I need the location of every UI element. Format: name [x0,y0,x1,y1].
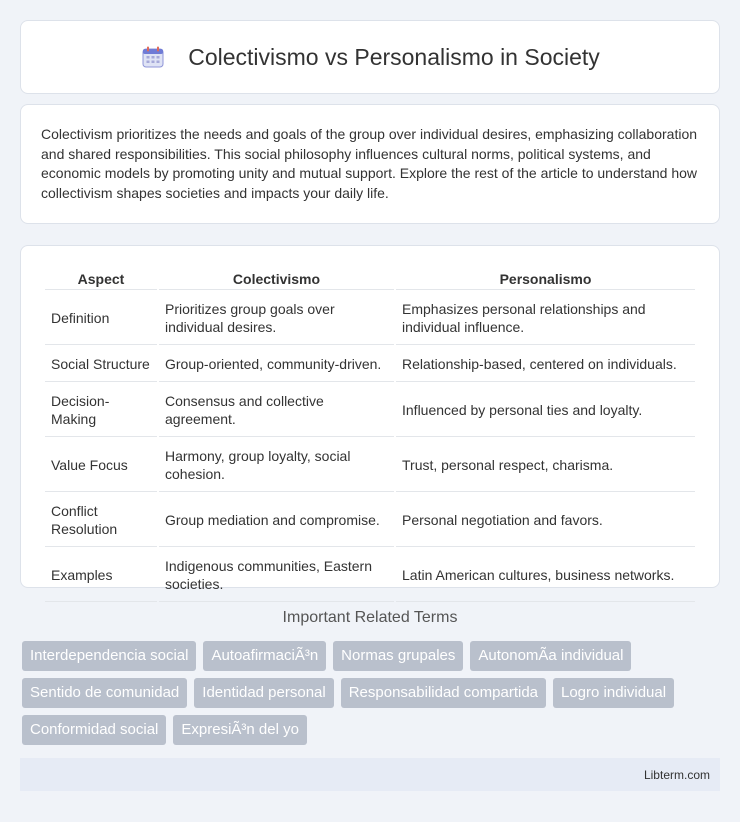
cell-aspect: Conflict Resolution [45,494,157,547]
footer [20,758,720,791]
related-terms-tags [22,641,722,745]
cell-colectivismo: Group mediation and compromise. [159,494,394,547]
cell-colectivismo: Indigenous communities, Eastern societies. [159,549,394,602]
related-term-tag[interactable]: Conformidad social [22,715,166,745]
cell-aspect: Decision-Making [45,384,157,437]
related-term-tag[interactable]: Interdependencia social [22,641,196,671]
cell-colectivismo: Group-oriented, community-driven. [159,347,394,382]
cell-aspect: Examples [45,549,157,602]
header-aspect: Aspect [45,266,157,290]
cell-personalismo: Trust, personal respect, charisma. [396,439,695,492]
header-card [20,20,720,94]
related-term-tag[interactable]: AutonomÃa individual [470,641,631,671]
table-row [45,494,695,547]
cell-personalismo: Personal negotiation and favors. [396,494,695,547]
related-term-tag[interactable]: AutoafirmaciÃ³n [203,641,326,671]
table-row [45,439,695,492]
cell-colectivismo: Harmony, group loyalty, social cohesion. [159,439,394,492]
comparison-table [43,264,697,604]
cell-colectivismo: Consensus and collective agreement. [159,384,394,437]
cell-personalismo: Influenced by personal ties and loyalty. [396,384,695,437]
intro-card [20,104,720,224]
related-term-tag[interactable]: Normas grupales [333,641,463,671]
cell-personalismo: Latin American cultures, business networks. [396,549,695,602]
table-row [45,549,695,602]
table-row [45,347,695,382]
related-term-tag[interactable]: Logro individual [553,678,674,708]
comparison-table-card [20,245,720,592]
header-personalismo: Personalismo [396,266,695,290]
related-term-tag[interactable]: ExpresiÃ³n del yo [173,715,307,745]
footer-site-link[interactable]: Libterm.com [643,767,710,782]
cell-aspect: Social Structure [45,347,157,382]
cell-personalismo: Relationship-based, centered on individuals. [396,347,695,382]
related-terms-title: Important Related Terms [282,609,458,626]
table-row [45,292,695,345]
header-colectivismo: Colectivismo [159,266,394,290]
cell-aspect: Definition [45,292,157,345]
related-term-tag[interactable]: Identidad personal [194,678,333,708]
intro-text: Colectivism prioritizes the needs and goals of the group over individual desires, emphasizing collaboration and shared responsibilities. This social philosophy influences cultural norms, political systems, and economic models by promoting unity and mutual support. Explore the rest of the article to understand how collectivism shapes societies and impacts your daily life. [41,126,698,201]
cell-personalismo: Emphasizes personal relationships and individual influence. [396,292,695,345]
related-term-tag[interactable]: Responsabilidad compartida [341,678,546,708]
page-title: Colectivismo vs Personalismo in Society [188,43,600,70]
table-header-row [45,266,695,290]
cell-aspect: Value Focus [45,439,157,492]
cell-colectivismo: Prioritizes group goals over individual desires. [159,292,394,345]
table-row [45,384,695,437]
related-term-tag[interactable]: Sentido de comunidad [22,678,187,708]
calendar-icon [140,44,166,70]
